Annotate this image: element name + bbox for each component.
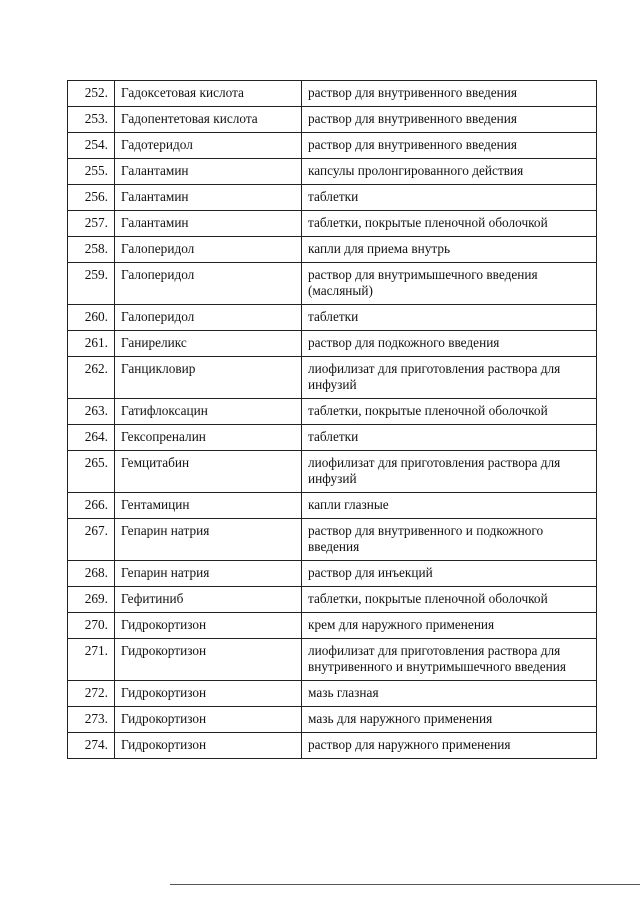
dosage-form: таблетки (302, 305, 597, 331)
drug-name: Гидрокортизон (115, 681, 302, 707)
dosage-form: лиофилизат для приготовления раствора для инфузий (302, 451, 597, 493)
drug-name: Гентамицин (115, 493, 302, 519)
row-number: 257. (68, 211, 115, 237)
drug-name: Гепарин натрия (115, 561, 302, 587)
dosage-form: таблетки (302, 425, 597, 451)
dosage-form: раствор для внутримышечного введения (масляный) (302, 263, 597, 305)
table-row (68, 159, 597, 185)
row-number: 265. (68, 451, 115, 493)
drug-name: Гемцитабин (115, 451, 302, 493)
drug-table-body (68, 81, 597, 759)
table-row (68, 587, 597, 613)
drug-name: Ганиреликс (115, 331, 302, 357)
row-number: 264. (68, 425, 115, 451)
row-number: 253. (68, 107, 115, 133)
table-row (68, 451, 597, 493)
table-row (68, 425, 597, 451)
drug-name: Гатифлоксацин (115, 399, 302, 425)
drug-name: Гефитиниб (115, 587, 302, 613)
dosage-form: раствор для внутривенного введения (302, 133, 597, 159)
footer-rule (170, 884, 640, 885)
drug-name: Ганцикловир (115, 357, 302, 399)
dosage-form: мазь глазная (302, 681, 597, 707)
dosage-form: лиофилизат для приготовления раствора для внутривенного и внутримышечного введения (302, 639, 597, 681)
dosage-form: раствор для наружного применения (302, 733, 597, 759)
drug-name: Гексопреналин (115, 425, 302, 451)
drug-name: Гепарин натрия (115, 519, 302, 561)
dosage-form: крем для наружного применения (302, 613, 597, 639)
dosage-form: таблетки, покрытые пленочной оболочкой (302, 399, 597, 425)
table-row (68, 211, 597, 237)
row-number: 255. (68, 159, 115, 185)
table-row (68, 107, 597, 133)
drug-name: Гидрокортизон (115, 733, 302, 759)
row-number: 274. (68, 733, 115, 759)
drug-name: Гидрокортизон (115, 613, 302, 639)
row-number: 263. (68, 399, 115, 425)
dosage-form: капли глазные (302, 493, 597, 519)
dosage-form: мазь для наружного применения (302, 707, 597, 733)
table-row (68, 263, 597, 305)
drug-name: Галантамин (115, 185, 302, 211)
table-row (68, 399, 597, 425)
table-row (68, 561, 597, 587)
table-row (68, 185, 597, 211)
table-row (68, 613, 597, 639)
row-number: 252. (68, 81, 115, 107)
drug-name: Гадопентетовая кислота (115, 107, 302, 133)
row-number: 258. (68, 237, 115, 263)
drug-name: Гадотеридол (115, 133, 302, 159)
row-number: 260. (68, 305, 115, 331)
row-number: 267. (68, 519, 115, 561)
drug-name: Галоперидол (115, 305, 302, 331)
dosage-form: капсулы пролонгированного действия (302, 159, 597, 185)
row-number: 269. (68, 587, 115, 613)
row-number: 266. (68, 493, 115, 519)
dosage-form: раствор для инъекций (302, 561, 597, 587)
dosage-form: раствор для внутривенного введения (302, 107, 597, 133)
row-number: 259. (68, 263, 115, 305)
drug-name: Галантамин (115, 211, 302, 237)
dosage-form: раствор для внутривенного и подкожного введения (302, 519, 597, 561)
drug-name: Галоперидол (115, 263, 302, 305)
row-number: 256. (68, 185, 115, 211)
dosage-form: раствор для подкожного введения (302, 331, 597, 357)
dosage-form: капли для приема внутрь (302, 237, 597, 263)
dosage-form: раствор для внутривенного введения (302, 81, 597, 107)
row-number: 273. (68, 707, 115, 733)
drug-name: Галантамин (115, 159, 302, 185)
drug-name: Гадоксетовая кислота (115, 81, 302, 107)
table-row (68, 133, 597, 159)
row-number: 254. (68, 133, 115, 159)
dosage-form: таблетки (302, 185, 597, 211)
table-row (68, 639, 597, 681)
table-row (68, 733, 597, 759)
row-number: 271. (68, 639, 115, 681)
row-number: 261. (68, 331, 115, 357)
table-row (68, 707, 597, 733)
drug-name: Галоперидол (115, 237, 302, 263)
row-number: 270. (68, 613, 115, 639)
dosage-form: таблетки, покрытые пленочной оболочкой (302, 587, 597, 613)
row-number: 262. (68, 357, 115, 399)
table-row (68, 331, 597, 357)
table-row (68, 493, 597, 519)
table-row (68, 305, 597, 331)
table-row (68, 237, 597, 263)
table-row (68, 681, 597, 707)
dosage-form: лиофилизат для приготовления раствора для инфузий (302, 357, 597, 399)
drug-name: Гидрокортизон (115, 639, 302, 681)
drug-name: Гидрокортизон (115, 707, 302, 733)
table-row (68, 81, 597, 107)
row-number: 272. (68, 681, 115, 707)
row-number: 268. (68, 561, 115, 587)
table-row (68, 357, 597, 399)
dosage-form: таблетки, покрытые пленочной оболочкой (302, 211, 597, 237)
drug-table (67, 80, 597, 759)
table-row (68, 519, 597, 561)
